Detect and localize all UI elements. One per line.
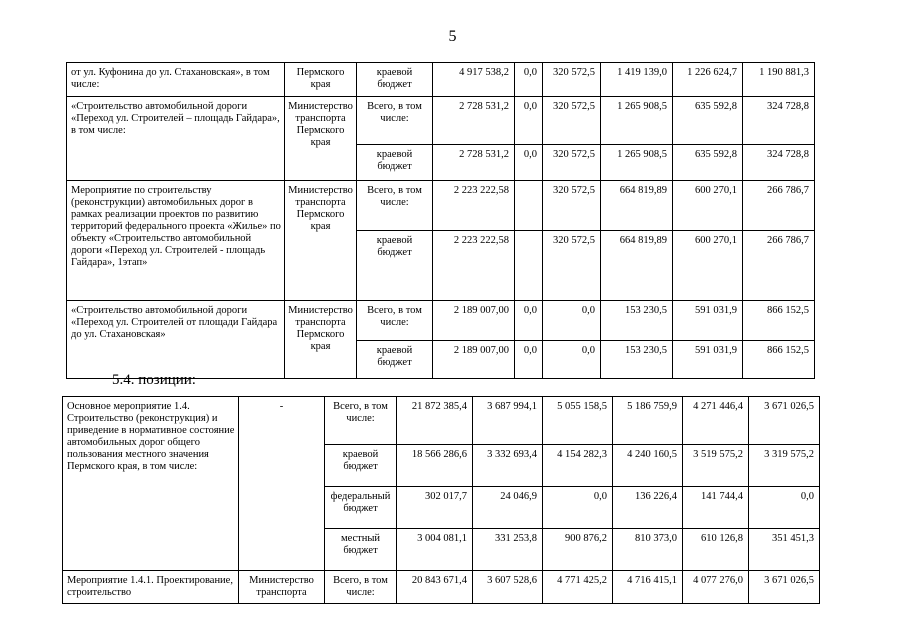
amount-cell: 21 872 385,4 — [397, 397, 473, 445]
amount-cell: 866 152,5 — [743, 301, 815, 341]
executor-cell: Министерство транспорта Пермского края — [285, 181, 357, 301]
amount-cell: 5 055 158,5 — [543, 397, 613, 445]
amount-cell: 5 186 759,9 — [613, 397, 683, 445]
amount-cell: 320 572,5 — [543, 97, 601, 145]
funding-source-cell: Всего, в том числе: — [325, 397, 397, 445]
amount-cell: 591 031,9 — [673, 341, 743, 379]
funding-source-cell: краевой бюджет — [357, 145, 433, 181]
amount-cell: 141 744,4 — [683, 487, 749, 529]
activity-description: Мероприятие по строительству (реконструкции) автомобильных дорог в рамках реализации проектов по развитию территорий федерального проекта «Жилье» по объекту «Строительство автомобильной дороги «Переход ул. Строителей - площадь Гайдара», 1этап» — [67, 181, 285, 301]
executor-cell: - — [239, 397, 325, 571]
amount-cell: 0,0 — [515, 145, 543, 181]
funding-source-cell: местный бюджет — [325, 529, 397, 571]
funding-source-cell: федеральный бюджет — [325, 487, 397, 529]
amount-cell: 3 687 994,1 — [473, 397, 543, 445]
table-row — [63, 397, 820, 445]
amount-cell: 320 572,5 — [543, 63, 601, 97]
amount-cell: 635 592,8 — [673, 145, 743, 181]
executor-cell: Министерство транспорта — [239, 571, 325, 604]
amount-cell: 324 728,8 — [743, 97, 815, 145]
amount-cell: 2 223 222,58 — [433, 231, 515, 301]
activity-description: «Строительство автомобильной дороги «Переход ул. Строителей – площадь Гайдара», в том числе: — [67, 97, 285, 181]
amount-cell: 664 819,89 — [601, 231, 673, 301]
funding-source-cell: Всего, в том числе: — [357, 97, 433, 145]
executor-cell: Министерство транспорта Пермского края — [285, 301, 357, 379]
amount-cell: 266 786,7 — [743, 181, 815, 231]
activity-description: от ул. Куфонина до ул. Стахановская», в том числе: — [67, 63, 285, 97]
budget-table-positions — [62, 396, 820, 604]
table-row — [67, 301, 815, 341]
amount-cell: 320 572,5 — [543, 231, 601, 301]
amount-cell: 4 240 160,5 — [613, 445, 683, 487]
executor-cell: Пермского края — [285, 63, 357, 97]
amount-cell: 351 451,3 — [749, 529, 820, 571]
amount-cell: 4 271 446,4 — [683, 397, 749, 445]
amount-cell — [515, 181, 543, 231]
table-row — [67, 181, 815, 231]
amount-cell: 3 607 528,6 — [473, 571, 543, 604]
budget-table-continuation — [66, 62, 815, 379]
funding-source-cell: Всего, в том числе: — [357, 181, 433, 231]
amount-cell: 0,0 — [543, 301, 601, 341]
amount-cell: 20 843 671,4 — [397, 571, 473, 604]
amount-cell: 1 265 908,5 — [601, 97, 673, 145]
amount-cell: 810 373,0 — [613, 529, 683, 571]
amount-cell: 591 031,9 — [673, 301, 743, 341]
activity-description: «Строительство автомобильной дороги «Переход ул. Строителей от площади Гайдара до ул. Стахановская» — [67, 301, 285, 379]
amount-cell: 324 728,8 — [743, 145, 815, 181]
amount-cell: 600 270,1 — [673, 231, 743, 301]
amount-cell: 1 190 881,3 — [743, 63, 815, 97]
executor-cell: Министерство транспорта Пермского края — [285, 97, 357, 181]
amount-cell: 4 917 538,2 — [433, 63, 515, 97]
amount-cell: 24 046,9 — [473, 487, 543, 529]
amount-cell: 3 671 026,5 — [749, 397, 820, 445]
amount-cell: 0,0 — [515, 341, 543, 379]
funding-source-cell: Всего, в том числе: — [357, 301, 433, 341]
amount-cell: 4 077 276,0 — [683, 571, 749, 604]
amount-cell: 0,0 — [515, 63, 543, 97]
amount-cell: 1 419 139,0 — [601, 63, 673, 97]
amount-cell: 2 189 007,00 — [433, 301, 515, 341]
funding-source-cell: краевой бюджет — [325, 445, 397, 487]
amount-cell: 3 319 575,2 — [749, 445, 820, 487]
amount-cell: 0,0 — [515, 97, 543, 145]
amount-cell: 2 223 222,58 — [433, 181, 515, 231]
amount-cell: 18 566 286,6 — [397, 445, 473, 487]
amount-cell: 2 728 531,2 — [433, 97, 515, 145]
amount-cell: 136 226,4 — [613, 487, 683, 529]
amount-cell: 3 519 575,2 — [683, 445, 749, 487]
funding-source-cell: краевой бюджет — [357, 341, 433, 379]
amount-cell: 0,0 — [515, 301, 543, 341]
amount-cell: 302 017,7 — [397, 487, 473, 529]
amount-cell — [515, 231, 543, 301]
activity-description: Основное мероприятие 1.4. Строительство (реконструкция) и приведение в нормативное состояние автомобильных дорог общего пользования местного значения Пермского края, в том числе: — [63, 397, 239, 571]
amount-cell: 635 592,8 — [673, 97, 743, 145]
amount-cell: 0,0 — [749, 487, 820, 529]
amount-cell: 2 728 531,2 — [433, 145, 515, 181]
amount-cell: 0,0 — [543, 487, 613, 529]
amount-cell: 3 671 026,5 — [749, 571, 820, 604]
funding-source-cell: краевой бюджет — [357, 63, 433, 97]
table-row — [67, 97, 815, 145]
amount-cell: 3 004 081,1 — [397, 529, 473, 571]
amount-cell: 866 152,5 — [743, 341, 815, 379]
funding-source-cell: краевой бюджет — [357, 231, 433, 301]
amount-cell: 1 226 624,7 — [673, 63, 743, 97]
amount-cell: 610 126,8 — [683, 529, 749, 571]
table-row — [63, 571, 820, 604]
amount-cell: 664 819,89 — [601, 181, 673, 231]
amount-cell: 600 270,1 — [673, 181, 743, 231]
amount-cell: 4 771 425,2 — [543, 571, 613, 604]
funding-source-cell: Всего, в том числе: — [325, 571, 397, 604]
page-number: 5 — [448, 28, 457, 45]
amount-cell: 153 230,5 — [601, 341, 673, 379]
amount-cell: 0,0 — [543, 341, 601, 379]
amount-cell: 1 265 908,5 — [601, 145, 673, 181]
section-heading: 5.4. позиции: — [112, 372, 196, 388]
activity-description: Мероприятие 1.4.1. Проектирование, строительство — [63, 571, 239, 604]
amount-cell: 266 786,7 — [743, 231, 815, 301]
table-row — [67, 63, 815, 97]
amount-cell: 320 572,5 — [543, 145, 601, 181]
amount-cell: 320 572,5 — [543, 181, 601, 231]
amount-cell: 2 189 007,00 — [433, 341, 515, 379]
amount-cell: 3 332 693,4 — [473, 445, 543, 487]
amount-cell: 4 716 415,1 — [613, 571, 683, 604]
amount-cell: 900 876,2 — [543, 529, 613, 571]
amount-cell: 4 154 282,3 — [543, 445, 613, 487]
amount-cell: 153 230,5 — [601, 301, 673, 341]
amount-cell: 331 253,8 — [473, 529, 543, 571]
